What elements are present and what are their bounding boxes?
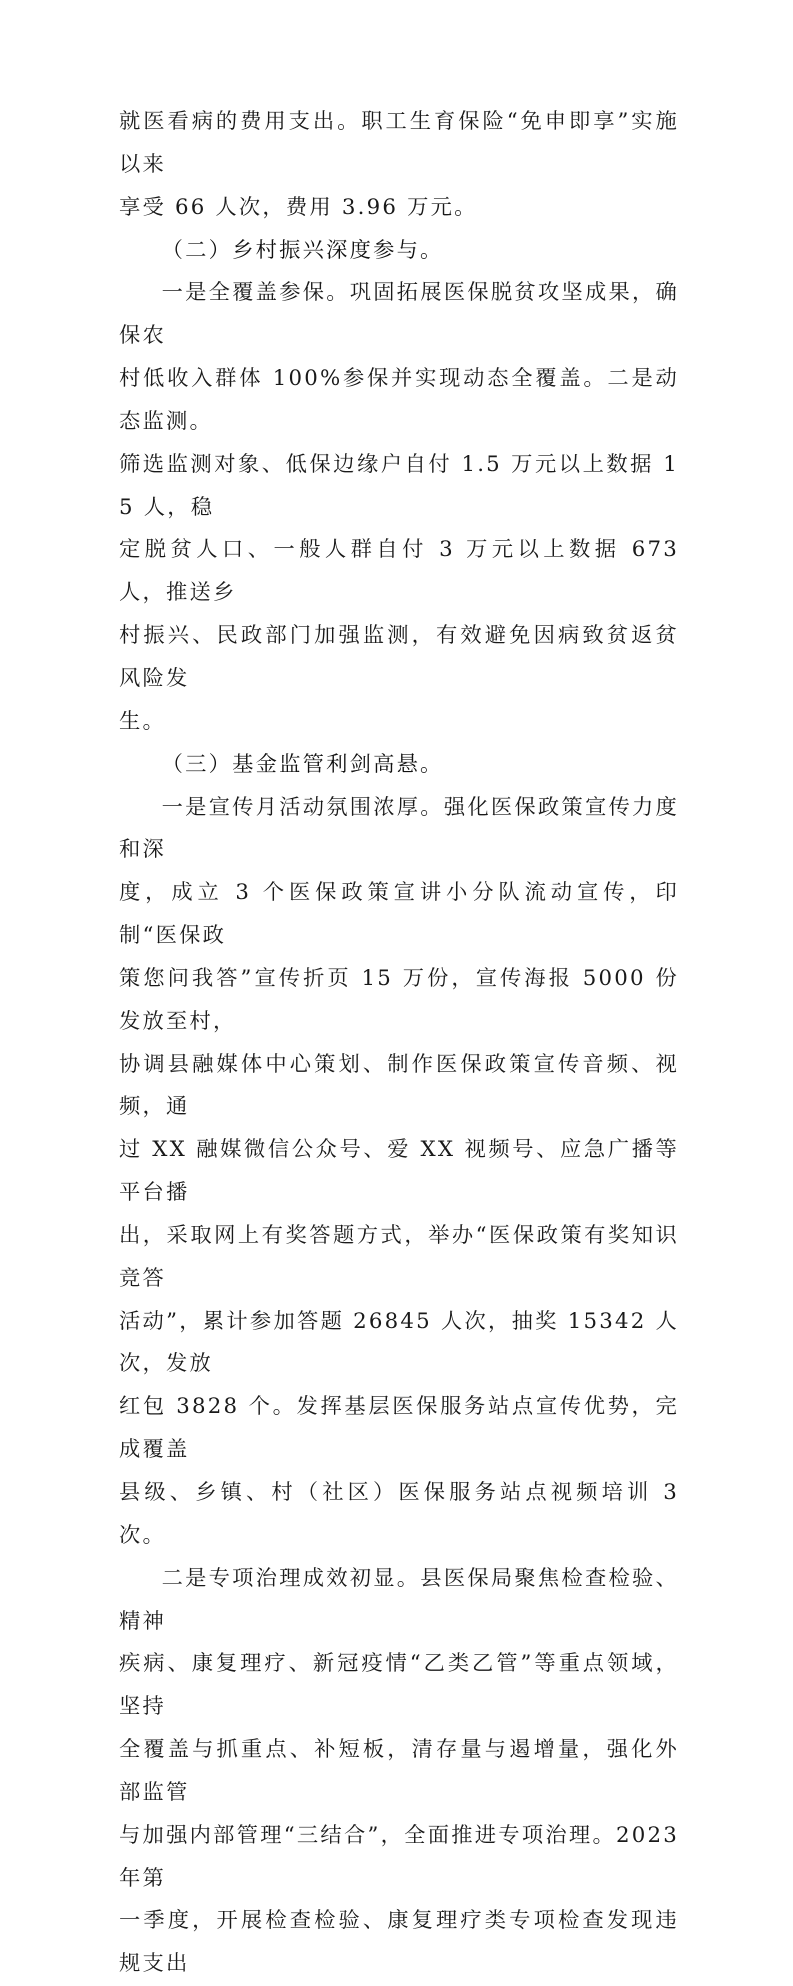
section-heading-rural-revitalization: （二）乡村振兴深度参与。 xyxy=(161,237,444,263)
text-line: 二是专项治理成效初显。县医保局聚焦检查检验、精神 xyxy=(119,1565,679,1634)
text-line: 村振兴、民政部门加强监测，有效避免因病致贫返贫风险发 xyxy=(119,623,679,691)
text-line: 出，采取网上有奖答题方式，举办“医保政策有奖知识竞答 xyxy=(119,1222,679,1291)
text-line: 定脱贫人口、一般人群自付 3 万元以上数据 673 人，推送乡 xyxy=(119,537,679,606)
text-line: 策您问我答”宣传折页 15 万份，宣传海报 5000 份发放至村， xyxy=(119,965,679,1034)
text-line: 活动”，累计参加答题 26845 人次，抽奖 15342 人次，发放 xyxy=(119,1308,679,1377)
text-line: 就医看病的费用支出。职工生育保险“免申即享”实施以来 xyxy=(119,109,679,177)
text-line: 过 XX 融媒微信公众号、爱 XX 视频号、应急广播等平台播 xyxy=(119,1137,679,1206)
text-line: 县级、乡镇、村（社区）医保服务站点视频培训 3 次。 xyxy=(119,1480,679,1548)
text-line: 与加强内部管理“三结合”，全面推进专项治理。2023 年第 xyxy=(119,1822,679,1891)
text-line: 全覆盖与抓重点、补短板，清存量与遏增量，强化外部监管 xyxy=(119,1737,679,1805)
text-line: 度，成立 3 个医保政策宣讲小分队流动宣传，印制“医保政 xyxy=(119,880,679,949)
text-line: 筛选监测对象、低保边缘户自付 1.5 万元以上数据 15 人，稳 xyxy=(119,451,679,520)
paragraph-rural-coverage xyxy=(119,272,679,743)
text-line: 疾病、康复理疗、新冠疫情“乙类乙管”等重点领域，坚持 xyxy=(119,1651,679,1720)
document-page xyxy=(119,101,679,1986)
paragraph-special-governance xyxy=(119,1558,679,1986)
text-line: 一季度，开展检查检验、康复理疗类专项检查发现违规支出 xyxy=(119,1908,679,1977)
text-line: 享受 66 人次，费用 3.96 万元。 xyxy=(119,194,478,220)
text-line: 村低收入群体 100%参保并实现动态全覆盖。二是动态监测。 xyxy=(119,366,679,434)
section-heading-fund-supervision: （三）基金监管利剑高悬。 xyxy=(161,751,444,777)
text-line: 生。 xyxy=(119,708,166,734)
text-line: 一是全覆盖参保。巩固拓展医保脱贫攻坚成果，确保农 xyxy=(119,280,679,349)
paragraph-publicity-month xyxy=(119,787,679,1558)
text-line: 协调县融媒体中心策划、制作医保政策宣传音频、视频，通 xyxy=(119,1051,679,1120)
text-line: 红包 3828 个。发挥基层医保服务站点宣传优势，完成覆盖 xyxy=(119,1394,679,1463)
text-line: 一是宣传月活动氛围浓厚。强化医保政策宣传力度和深 xyxy=(119,794,679,863)
paragraph-maternity-insurance xyxy=(119,101,679,230)
